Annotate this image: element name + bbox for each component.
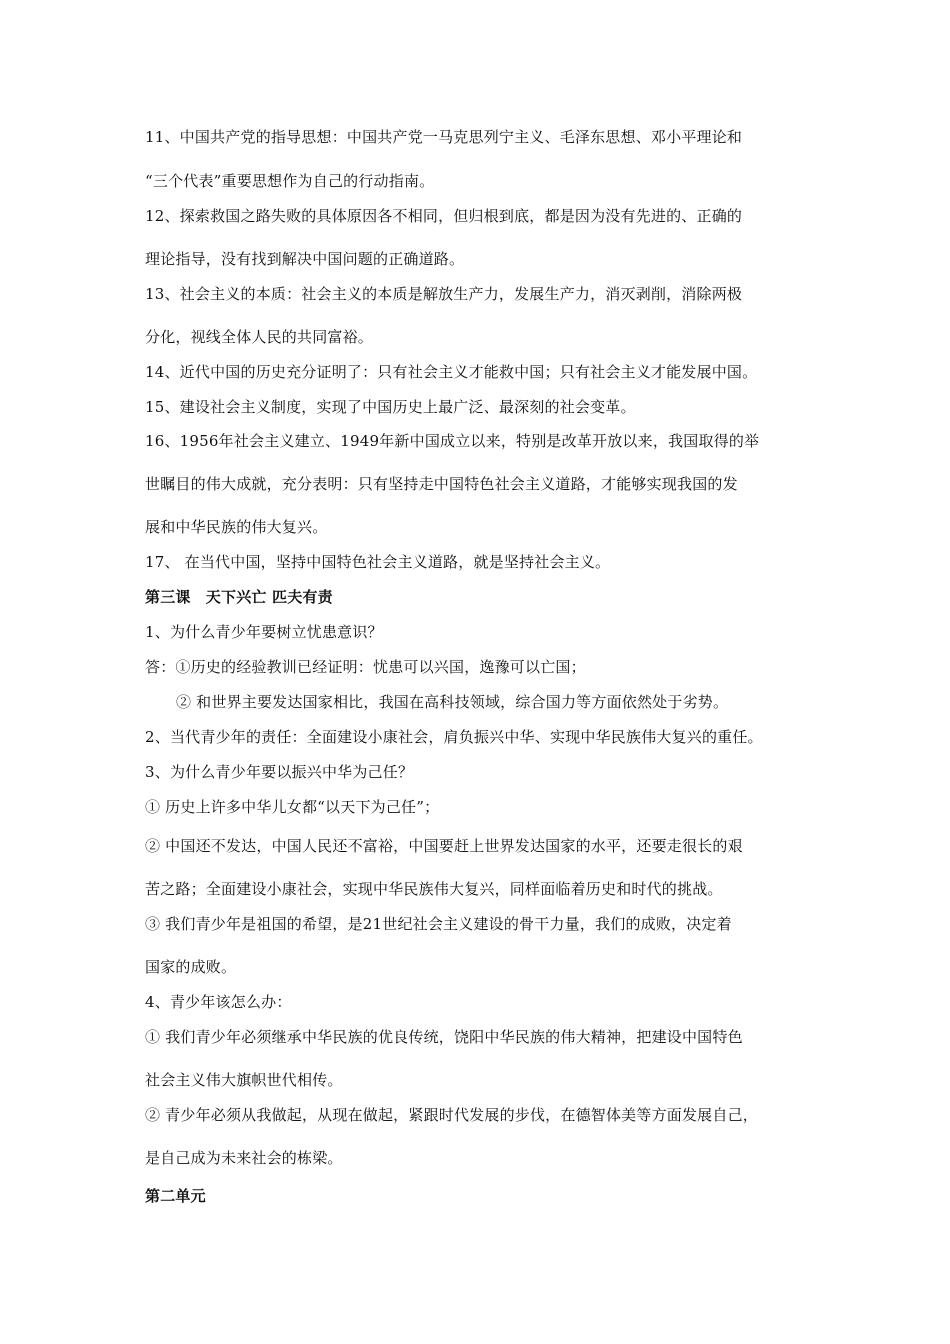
paragraph-17: 17、 在当代中国，坚持中国特色社会主义道路，就是坚持社会主义。 bbox=[145, 553, 611, 571]
answer-3-point-1: ① 历史上许多中华儿女都“以天下为己任”； bbox=[145, 798, 440, 816]
paragraph-14: 14、近代中国的历史充分证明了：只有社会主义才能救中国；只有社会主义才能发展中国。 bbox=[145, 363, 758, 381]
answer-4-point-2-line-1: ② 青少年必须从我做起，从现在做起，紧跟时代发展的步伐，在德智体美等方面发展自己， bbox=[145, 1106, 758, 1124]
paragraph-11-line-2: “三个代表”重要思想作为自己的行动指南。 bbox=[145, 172, 435, 190]
question-1: 1、为什么青少年要树立忧患意识？ bbox=[145, 623, 383, 641]
paragraph-15: 15、建设社会主义制度，实现了中国历史上最广泛、最深刻的社会变革。 bbox=[145, 398, 636, 416]
paragraph-16-line-2: 世瞩目的伟大成就，充分表明：只有坚持走中国特色社会主义道路，才能够实现我国的发 bbox=[145, 475, 738, 493]
paragraph-13-line-2: 分化，视线全体人民的共同富裕。 bbox=[145, 328, 374, 346]
answer-1-point-2: ② 和世界主要发达国家相比，我国在高科技领域，综合国力等方面依然处于劣势。 bbox=[176, 693, 729, 711]
answer-3-point-3-line-1: ③ 我们青少年是祖国的希望，是21世纪社会主义建设的骨干力量，我们的成败，决定着 bbox=[145, 915, 732, 933]
paragraph-16-line-3: 展和中华民族的伟大复兴。 bbox=[145, 518, 328, 536]
answer-3-point-2-line-2: 苦之路；全面建设小康社会，实现中华民族伟大复兴，同样面临着历史和时代的挑战。 bbox=[145, 880, 723, 898]
paragraph-11-line-1: 11、中国共产党的指导思想：中国共产党一马克思列宁主义、毛泽东思想、邓小平理论和 bbox=[145, 128, 743, 146]
section-heading-lesson-3: 第三课 天下兴亡 匹夫有责 bbox=[145, 588, 333, 606]
paragraph-12-line-1: 12、探索救国之路失败的具体原因各不相同，但归根到底，都是因为没有先进的、正确的 bbox=[145, 207, 743, 225]
answer-4-point-2-line-2: 是自己成为未来社会的栋梁。 bbox=[145, 1149, 343, 1167]
section-heading-unit-2: 第二单元 bbox=[145, 1187, 206, 1205]
answer-4-point-1-line-2: 社会主义伟大旗帜世代相传。 bbox=[145, 1071, 343, 1089]
question-3: 3、为什么青少年要以振兴中华为己任？ bbox=[145, 763, 414, 781]
paragraph-16-line-1: 16、1956年社会主义建立、1949年新中国成立以来，特别是改革开放以来，我国取得的举 bbox=[145, 432, 760, 450]
answer-3-point-2-line-1: ② 中国还不发达，中国人民还不富裕，中国要赶上世界发达国家的水平，还要走很长的艰 bbox=[145, 837, 743, 855]
item-2: 2、当代青少年的责任：全面建设小康社会，肩负振兴中华、实现中华民族伟大复兴的重任。 bbox=[145, 728, 763, 746]
paragraph-13-line-1: 13、社会主义的本质：社会主义的本质是解放生产力，发展生产力，消灭剥削，消除两极 bbox=[145, 285, 743, 303]
answer-4-point-1-line-1: ① 我们青少年必须继承中华民族的优良传统，饶阳中华民族的伟大精神，把建设中国特色 bbox=[145, 1028, 743, 1046]
paragraph-12-line-2: 理论指导，没有找到解决中国问题的正确道路。 bbox=[145, 250, 465, 268]
answer-3-point-3-line-2: 国家的成败。 bbox=[145, 958, 237, 976]
answer-1-point-1: 答：①历史的经验教训已经证明：忧患可以兴国，逸豫可以亡国； bbox=[145, 658, 586, 676]
question-4: 4、青少年该怎么办： bbox=[145, 993, 292, 1011]
